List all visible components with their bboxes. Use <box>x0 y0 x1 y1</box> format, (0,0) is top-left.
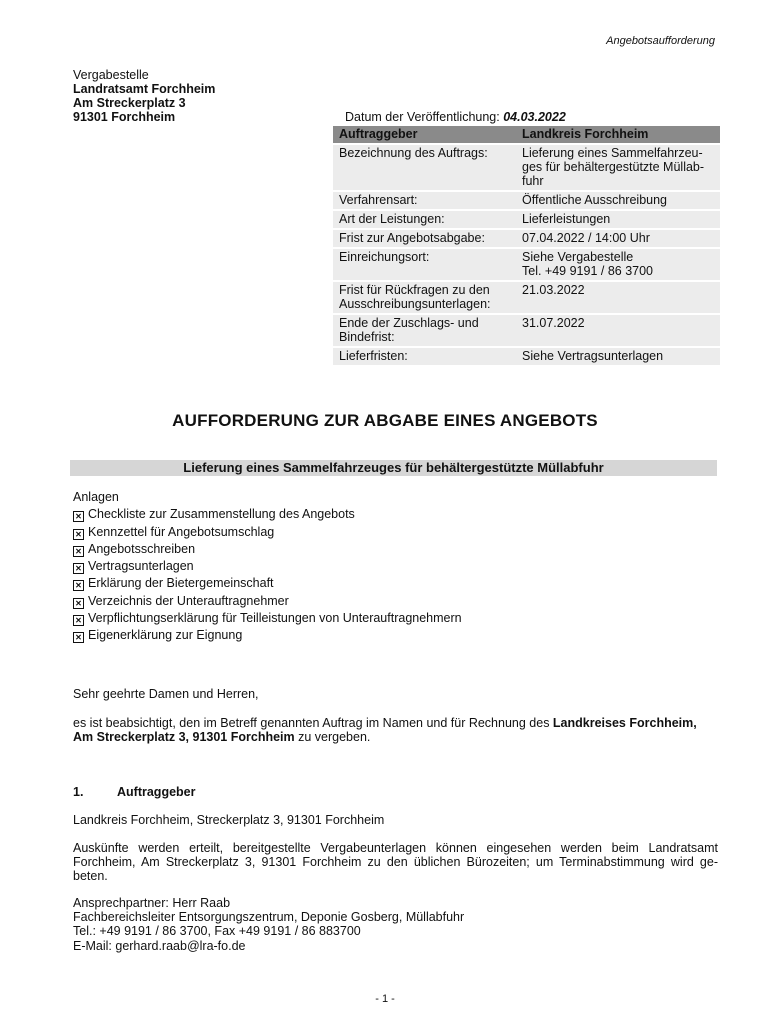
attachment-item <box>73 541 462 558</box>
table-row <box>333 282 720 313</box>
intro-paragraph <box>73 716 718 744</box>
attachment-label: Checkliste zur Zusammenstellung des Angebots <box>88 507 355 522</box>
table-value-cell: Lieferleistungen <box>516 211 720 228</box>
table-value-cell: 21.03.2022 <box>516 282 720 313</box>
table-key-cell: Auftraggeber <box>333 126 516 143</box>
table-row <box>333 348 720 365</box>
section-number: 1. <box>73 785 84 799</box>
checked-box-icon: ✕ <box>73 546 84 557</box>
table-header-row <box>333 126 720 143</box>
attachment-item <box>73 575 462 592</box>
client-address-line: Landkreis Forchheim, Streckerplatz 3, 91301 Forchheim <box>73 813 385 827</box>
checked-box-icon: ✕ <box>73 563 84 574</box>
tender-info-table <box>333 124 720 367</box>
attachment-label: Verzeichnis der Unterauftragnehmer <box>88 593 289 608</box>
checked-box-icon: ✕ <box>73 615 84 626</box>
checked-box-icon: ✕ <box>73 632 84 643</box>
table-key-cell: Art der Leistungen: <box>333 211 516 228</box>
checked-box-icon: ✕ <box>73 511 84 522</box>
publication-date-value: 04.03.2022 <box>503 110 566 124</box>
attachment-item <box>73 506 462 523</box>
table-key-cell: Einreichungsort: <box>333 249 516 280</box>
checked-box-icon: ✕ <box>73 529 84 540</box>
table-value-cell: Siehe Vergabestelle Tel. +49 9191 / 86 3700 <box>516 249 720 280</box>
section-1-heading <box>73 785 195 799</box>
table-row <box>333 211 720 228</box>
table-row <box>333 230 720 247</box>
attachment-label: Eigenerklärung zur Eignung <box>88 628 243 643</box>
publication-date <box>345 110 566 124</box>
page-number: - 1 - <box>375 993 395 1005</box>
sender-line-2: Landratsamt Forchheim <box>73 82 216 96</box>
document-title: AUFFORDERUNG ZUR ABGABE EINES ANGEBOTS <box>172 411 598 430</box>
intro-client-bold: Landkreises Forchheim, Am Streckerplatz 3, 91301 Forchheim <box>73 716 697 745</box>
attachment-label: Verpflichtungserklärung für Teilleistungen von Unterauftragnehmern <box>88 611 462 626</box>
attachments-heading: Anlagen <box>73 490 119 504</box>
sender-address <box>73 68 215 124</box>
table-value-cell: Landkreis Forchheim <box>516 126 720 143</box>
table-key-cell: Frist für Rückfragen zu den Ausschreibungsunterlagen: <box>333 282 516 313</box>
table-key-cell: Verfahrensart: <box>333 192 516 209</box>
attachment-item <box>73 627 462 644</box>
checked-box-icon: ✕ <box>73 598 84 609</box>
table-value-cell: 07.04.2022 / 14:00 Uhr <box>516 230 720 247</box>
information-paragraph: Auskünfte werden erteilt, bereitgestellte Vergabeunterlagen können eingesehen werden beim Landratsamt Forchheim, Am Streckerplatz 3, 91301 Forchheim zu den üblichen Bürozeiten; um Terminabstimmung wird ge-beten. <box>73 841 718 884</box>
contact-phone: Tel.: +49 9191 / 86 3700, Fax +49 9191 / 86 883700 <box>73 924 361 939</box>
attachment-label: Kennzettel für Angebotsumschlag <box>88 524 275 539</box>
publication-label: Datum der Veröffentlichung: <box>345 110 500 124</box>
table-value-cell: Lieferung eines Sammelfahrzeu- ges für behältergestützte Müllab- fuhr <box>516 145 720 190</box>
salutation: Sehr geehrte Damen und Herren, <box>73 687 259 701</box>
attachment-item <box>73 593 462 610</box>
table-key-cell: Bezeichnung des Auftrags: <box>333 145 516 190</box>
attachment-item <box>73 610 462 627</box>
table-value-cell: Öffentliche Ausschreibung <box>516 192 720 209</box>
attachment-label: Erklärung der Bietergemeinschaft <box>88 576 274 591</box>
table-row <box>333 192 720 209</box>
table-key-cell: Frist zur Angebotsabgabe: <box>333 230 516 247</box>
document-type-header: Angebotsaufforderung <box>606 35 715 47</box>
contact-block <box>73 896 718 953</box>
sender-line-1: Vergabestelle <box>73 68 149 82</box>
table-row <box>333 249 720 280</box>
table-row <box>333 315 720 346</box>
subject-bar: Lieferung eines Sammelfahrzeuges für behältergestützte Müllabfuhr <box>70 460 717 476</box>
contact-person: Ansprechpartner: Herr Raab <box>73 896 231 910</box>
intro-text-start: es ist beabsichtigt, den im Betreff genannten Auftrag im Namen und für Rechnung des <box>73 716 553 730</box>
section-title: Auftraggeber <box>117 785 196 799</box>
attachment-label: Vertragsunterlagen <box>88 559 194 574</box>
attachment-label: Angebotsschreiben <box>88 541 196 556</box>
attachments-list <box>73 489 462 645</box>
checked-box-icon: ✕ <box>73 580 84 591</box>
table-value-cell: 31.07.2022 <box>516 315 720 346</box>
attachment-item <box>73 558 462 575</box>
intro-text-end: zu vergeben. <box>294 730 371 745</box>
attachment-item <box>73 524 462 541</box>
table-key-cell: Ende der Zuschlags- und Bindefrist: <box>333 315 516 346</box>
sender-line-4: 91301 Forchheim <box>73 110 176 124</box>
sender-line-3: Am Streckerplatz 3 <box>73 96 186 110</box>
table-key-cell: Lieferfristen: <box>333 348 516 365</box>
table-value-cell: Siehe Vertragsunterlagen <box>516 348 720 365</box>
contact-email: E-Mail: gerhard.raab@lra-fo.de <box>73 938 246 953</box>
contact-role: Fachbereichsleiter Entsorgungszentrum, Deponie Gosberg, Müllabfuhr <box>73 910 465 925</box>
table-row <box>333 145 720 190</box>
